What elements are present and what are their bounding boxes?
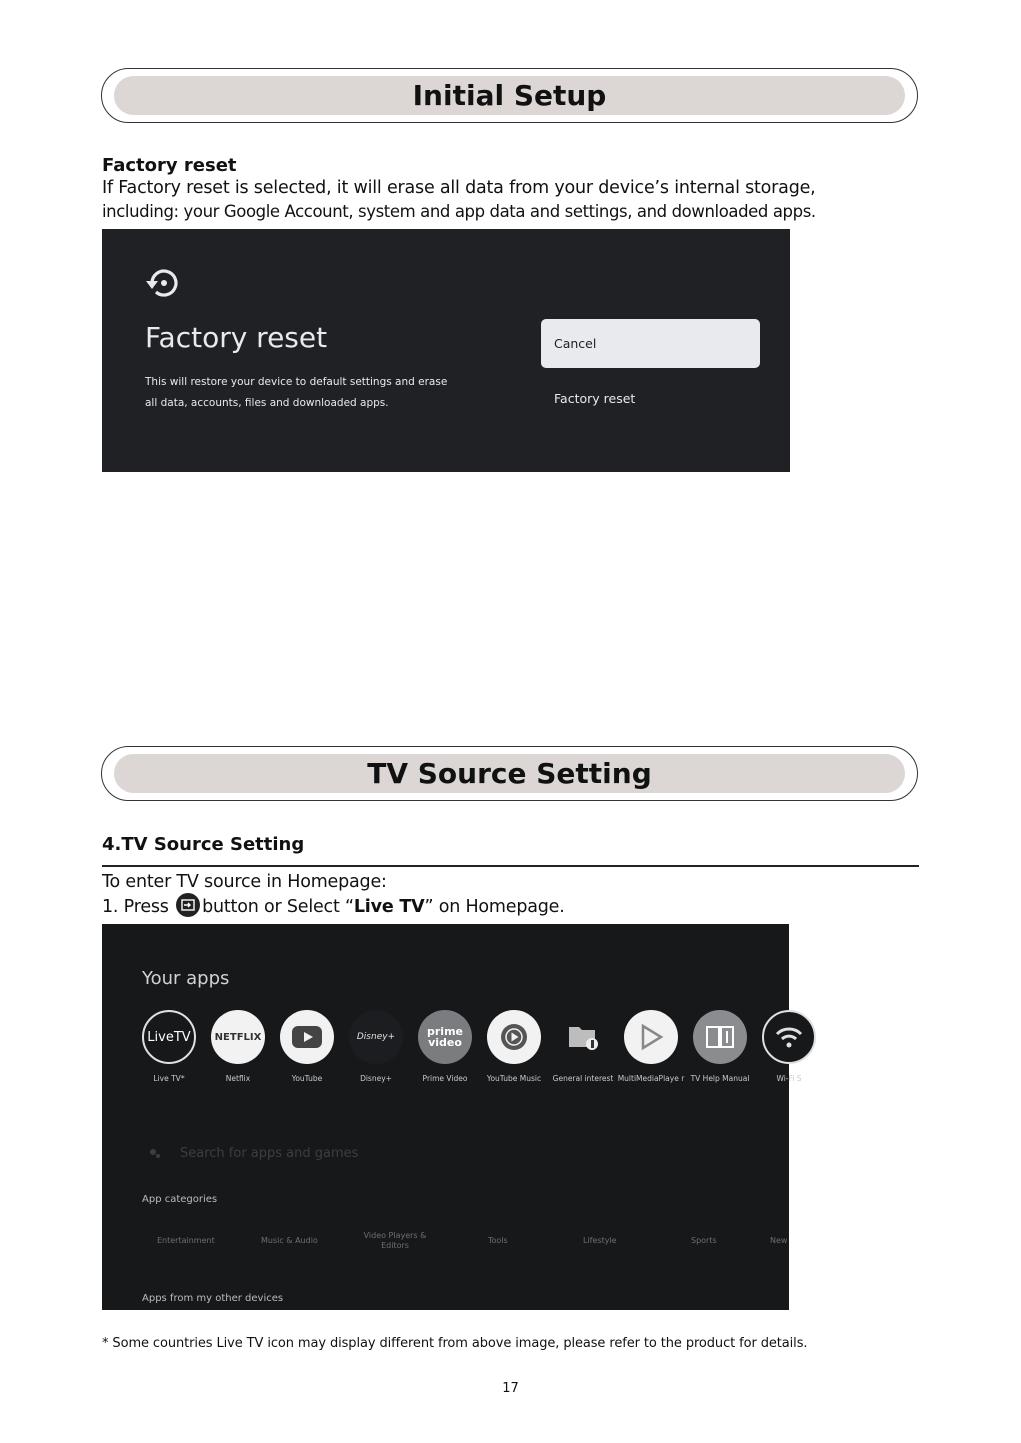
factory-reset-line-1: If Factory reset is selected, it will erase all data from your device’s internal storage, [102,178,816,198]
app-label: General interest [552,1074,614,1083]
folder-icon [556,1010,610,1064]
category-news[interactable]: New [770,1236,788,1245]
app-label: Prime Video [422,1074,468,1083]
app-tile-general-interest[interactable] [548,1010,618,1083]
category-music-audio[interactable]: Music & Audio [261,1236,318,1245]
prime-video-icon [418,1010,472,1064]
factory-reset-screen-description [145,372,465,414]
app-tile-prime-video[interactable] [410,1010,480,1083]
factory-reset-screenshot [102,229,790,472]
factory-reset-button[interactable]: Factory reset [554,391,636,406]
book-icon [693,1010,747,1064]
live-tv-label: Live TV [353,897,425,917]
netflix-icon [211,1010,265,1064]
factory-reset-line-2: including: your Google Account, system and app data and settings, and downloaded apps. [102,202,816,221]
divider [102,865,919,867]
search-input[interactable]: Search for apps and games [180,1146,359,1161]
wifi-icon [762,1010,816,1064]
app-tile-disney-plus[interactable] [341,1010,411,1083]
app-tile-live-tv[interactable] [134,1010,204,1083]
app-label: MultiMediaPlaye r [617,1074,685,1083]
app-label: Live TV* [153,1074,185,1083]
category-sports[interactable]: Sports [691,1236,717,1245]
category-entertainment[interactable]: Entertainment [157,1236,215,1245]
factory-reset-screen-title: Factory reset [145,321,328,354]
app-tile-youtube[interactable] [272,1010,342,1083]
app-tile-netflix[interactable] [203,1010,273,1083]
description-line: This will restore your device to default settings and erase [145,376,448,388]
app-tile-wifi[interactable] [754,1010,824,1083]
app-tile-tv-help-manual[interactable] [685,1010,755,1083]
restore-icon [144,265,180,301]
app-label: TV Help Manual [690,1074,750,1083]
disney-plus-icon [349,1010,403,1064]
factory-reset-heading: Factory reset [102,155,237,176]
microphone-icon [148,1147,162,1161]
livetv-logo-text: LiveTV [147,1029,191,1045]
section-title: TV Source Setting [367,757,652,790]
other-devices-title: Apps from my other devices [142,1293,284,1304]
input-source-button-icon [176,893,200,917]
footnote: * Some countries Live TV icon may display different from above image, please refer to the product for details. [102,1336,808,1351]
section-banner-initial-setup [101,68,918,123]
livetv-icon [142,1010,196,1064]
tv-source-heading: 4.TV Source Setting [102,834,305,855]
section-banner-tv-source [101,746,918,801]
home-screen-screenshot [102,924,802,1310]
description-line: all data, accounts, files and downloaded apps. [145,397,389,409]
app-tile-youtube-music[interactable] [479,1010,549,1083]
tv-source-intro: To enter TV source in Homepage: [102,872,387,892]
step-text: 1. Press [102,897,175,917]
step-text: ” on Homepage. [424,897,565,917]
cancel-button[interactable]: Cancel [541,319,760,368]
step-text: button or Select “ [202,897,354,917]
page-number: 17 [502,1381,519,1396]
disney-logo-text: Disney+ [356,1032,396,1042]
tv-source-step-1 [102,893,565,919]
app-label: Wi-Fi S [776,1074,802,1083]
category-video-players[interactable]: Video Players & Editors [363,1231,427,1250]
app-label: YouTube Music [486,1074,542,1083]
app-label: Netflix [225,1074,251,1083]
category-tools[interactable]: Tools [488,1236,508,1245]
your-apps-title: Your apps [142,968,230,989]
prime-logo-text: video [428,1036,462,1049]
app-tile-multimedia-player[interactable] [616,1010,686,1083]
youtube-music-icon [487,1010,541,1064]
category-lifestyle[interactable]: Lifestyle [583,1236,617,1245]
netflix-logo-text: NETFLIX [214,1031,262,1043]
section-title: Initial Setup [412,79,607,112]
app-label: Disney+ [360,1074,392,1083]
app-categories-title: App categories [142,1194,218,1205]
youtube-icon [280,1010,334,1064]
prime-logo-text: prime [427,1025,463,1038]
app-label: YouTube [291,1074,323,1083]
play-icon [624,1010,678,1064]
